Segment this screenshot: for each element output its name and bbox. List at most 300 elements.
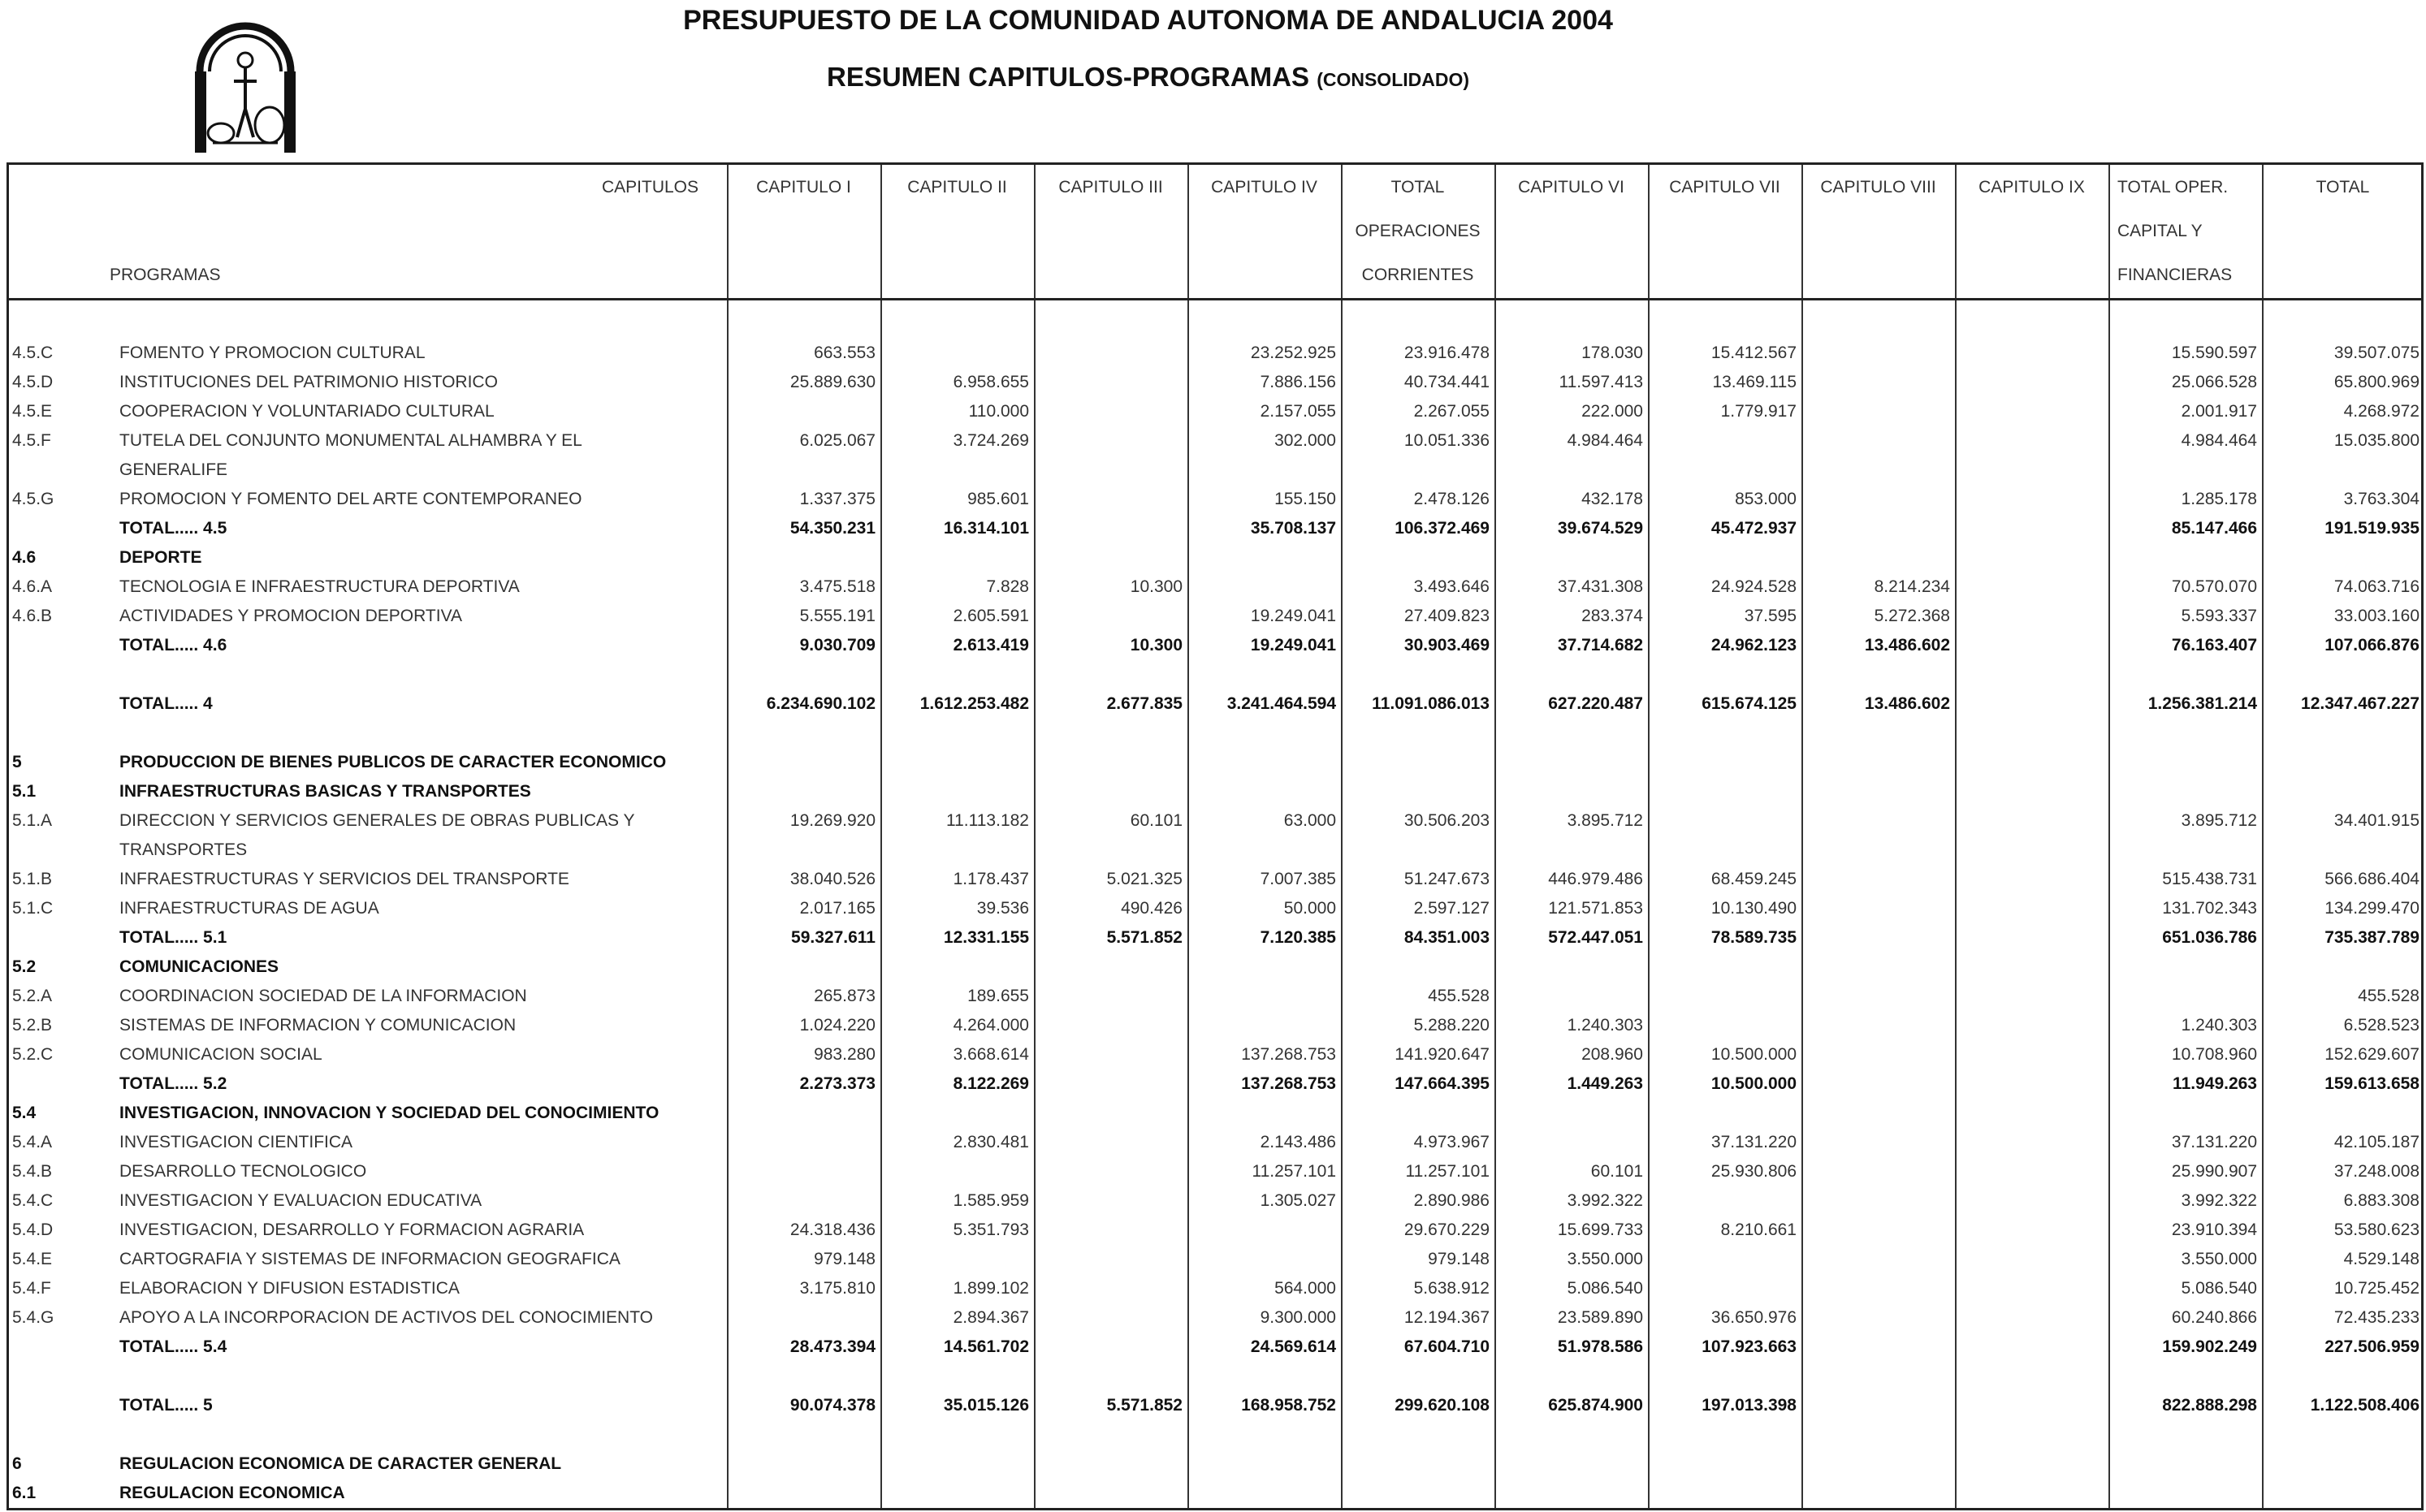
- amount-cell: 15.412.567: [1710, 343, 1797, 362]
- amount-cell: 37.595: [1744, 607, 1797, 625]
- header-total-oper-3: FINANCIERAS: [2117, 266, 2233, 284]
- program-description: INFRAESTRUCTURAS Y SERVICIOS DEL TRANSPORTE: [119, 870, 569, 888]
- amount-cell: 983.280: [814, 1045, 876, 1064]
- header-capitulo-vi: CAPITULO VI: [1518, 178, 1624, 197]
- amount-cell: 78.589.735: [1710, 928, 1797, 947]
- header-capitulo-viii: CAPITULO VIII: [1820, 178, 1936, 197]
- amount-cell: 141.920.647: [1395, 1045, 1490, 1064]
- amount-cell: 72.435.233: [2333, 1308, 2420, 1327]
- amount-cell: 446.979.486: [1548, 870, 1643, 888]
- program-description: SISTEMAS DE INFORMACION Y COMUNICACION: [119, 1016, 517, 1035]
- header-capitulos: CAPITULOS: [602, 178, 699, 197]
- amount-cell: 13.469.115: [1712, 373, 1797, 391]
- amount-cell: 36.650.976: [1710, 1308, 1797, 1327]
- header-total-oper-1: TOTAL OPER.: [2117, 178, 2229, 197]
- amount-cell: 159.613.658: [2324, 1074, 2420, 1093]
- table-row: [9, 1303, 2421, 1333]
- program-code: 5: [12, 753, 22, 771]
- program-description: INVESTIGACION, DESARROLLO Y FORMACION AGRARIA: [119, 1220, 585, 1239]
- amount-cell: 42.105.187: [2333, 1133, 2420, 1151]
- amount-cell: 5.638.912: [1413, 1279, 1490, 1298]
- header-capitulo-iii: CAPITULO III: [1058, 178, 1163, 197]
- amount-cell: 51.247.673: [1403, 870, 1490, 888]
- amount-cell: 10.300: [1130, 577, 1183, 596]
- amount-cell: 735.387.789: [2324, 928, 2420, 947]
- amount-cell: 137.268.753: [1241, 1074, 1336, 1093]
- amount-cell: 2.677.835: [1106, 694, 1183, 713]
- amount-cell: 1.240.303: [1567, 1016, 1643, 1035]
- amount-cell: 1.585.959: [953, 1191, 1029, 1210]
- amount-cell: 11.949.263: [2173, 1074, 2257, 1093]
- amount-cell: 1.612.253.482: [919, 694, 1029, 713]
- table-row: [9, 572, 2421, 602]
- table-row: [9, 1449, 2421, 1479]
- amount-cell: 822.888.298: [2162, 1396, 2257, 1415]
- header-capitulo-ix: CAPITULO IX: [1978, 178, 2085, 197]
- amount-cell: 23.252.925: [1250, 343, 1336, 362]
- amount-cell: 2.894.367: [953, 1308, 1029, 1327]
- amount-cell: 227.506.959: [2324, 1337, 2420, 1356]
- program-description: INVESTIGACION CIENTIFICA: [119, 1133, 353, 1151]
- amount-cell: 2.143.486: [1260, 1133, 1336, 1151]
- amount-cell: 3.175.810: [799, 1279, 876, 1298]
- amount-cell: 40.734.441: [1403, 373, 1490, 391]
- program-code: 5.1.A: [12, 811, 53, 830]
- amount-cell: 63.000: [1283, 811, 1336, 830]
- program-code: 5.4.C: [12, 1191, 54, 1210]
- program-code: 5.4.G: [12, 1308, 54, 1327]
- header-separator: [9, 298, 2421, 300]
- amount-cell: 455.528: [2358, 987, 2420, 1005]
- amount-cell: 3.550.000: [2181, 1250, 2257, 1268]
- amount-cell: 68.459.245: [1710, 870, 1797, 888]
- amount-cell: 2.017.165: [799, 899, 876, 918]
- amount-cell: 2.273.373: [799, 1074, 876, 1093]
- amount-cell: 37.131.220: [1710, 1133, 1797, 1151]
- program-code: 5.2.C: [12, 1045, 54, 1064]
- program-description: INFRAESTRUCTURAS DE AGUA: [119, 899, 379, 918]
- amount-cell: 3.992.322: [2181, 1191, 2257, 1210]
- amount-cell: 3.668.614: [953, 1045, 1029, 1064]
- amount-cell: 5.086.540: [2181, 1279, 2257, 1298]
- amount-cell: 302.000: [1274, 431, 1336, 450]
- header-capitulo-ii: CAPITULO II: [907, 178, 1007, 197]
- amount-cell: 985.601: [967, 490, 1029, 508]
- amount-cell: 265.873: [814, 987, 876, 1005]
- amount-cell: 4.529.148: [2343, 1250, 2420, 1268]
- amount-cell: 1.449.263: [1567, 1074, 1643, 1093]
- amount-cell: 2.890.986: [1413, 1191, 1490, 1210]
- amount-cell: 12.194.367: [1403, 1308, 1490, 1327]
- amount-cell: 2.597.127: [1413, 899, 1490, 918]
- amount-cell: 2.478.126: [1413, 490, 1490, 508]
- amount-cell: 60.101: [1130, 811, 1183, 830]
- amount-cell: 615.674.125: [1702, 694, 1797, 713]
- program-description: INFRAESTRUCTURAS BASICAS Y TRANSPORTES: [119, 782, 531, 801]
- amount-cell: 2.001.917: [2181, 402, 2257, 421]
- amount-cell: 5.272.368: [1874, 607, 1950, 625]
- amount-cell: 208.960: [1581, 1045, 1643, 1064]
- amount-cell: 1.779.917: [1720, 402, 1797, 421]
- amount-cell: 54.350.231: [789, 519, 876, 538]
- amount-cell: 564.000: [1274, 1279, 1336, 1298]
- amount-cell: 8.210.661: [1720, 1220, 1797, 1239]
- table-row: [9, 485, 2421, 514]
- amount-cell: 9.030.709: [799, 636, 876, 654]
- amount-cell: 33.003.160: [2333, 607, 2420, 625]
- table-row: [9, 748, 2421, 777]
- amount-cell: 24.318.436: [789, 1220, 876, 1239]
- program-description: TOTAL..... 5.1: [119, 928, 227, 947]
- amount-cell: 34.401.915: [2333, 811, 2420, 830]
- amount-cell: 2.605.591: [953, 607, 1029, 625]
- program-description: COOPERACION Y VOLUNTARIADO CULTURAL: [119, 402, 495, 421]
- table-row: [9, 368, 2421, 397]
- amount-cell: 39.674.529: [1557, 519, 1643, 538]
- amount-cell: 11.113.182: [946, 811, 1029, 830]
- amount-cell: 37.431.308: [1557, 577, 1643, 596]
- amount-cell: 50.000: [1283, 899, 1336, 918]
- amount-cell: 84.351.003: [1403, 928, 1490, 947]
- amount-cell: 45.472.937: [1710, 519, 1797, 538]
- amount-cell: 159.902.249: [2162, 1337, 2257, 1356]
- amount-cell: 24.962.123: [1710, 636, 1797, 654]
- amount-cell: 4.984.464: [2181, 431, 2257, 450]
- amount-cell: 35.708.137: [1250, 519, 1336, 538]
- amount-cell: 38.040.526: [789, 870, 876, 888]
- amount-cell: 651.036.786: [2162, 928, 2257, 947]
- program-description: TOTAL..... 5.2: [119, 1074, 227, 1093]
- amount-cell: 10.130.490: [1710, 899, 1797, 918]
- amount-cell: 30.506.203: [1403, 811, 1490, 830]
- table-row: [9, 1040, 2421, 1069]
- program-description: COMUNICACION SOCIAL: [119, 1045, 322, 1064]
- amount-cell: 5.593.337: [2181, 607, 2257, 625]
- amount-cell: 2.267.055: [1413, 402, 1490, 421]
- table-row: [9, 806, 2421, 865]
- amount-cell: 10.300: [1130, 636, 1183, 654]
- amount-cell: 5.021.325: [1106, 870, 1183, 888]
- program-description: TOTAL..... 5.4: [119, 1337, 227, 1356]
- amount-cell: 14.561.702: [943, 1337, 1029, 1356]
- amount-cell: 107.066.876: [2324, 636, 2420, 654]
- table-row: [9, 543, 2421, 572]
- header-total-oper-2: CAPITAL Y: [2117, 222, 2203, 240]
- amount-cell: 1.240.303: [2181, 1016, 2257, 1035]
- amount-cell: 11.257.101: [1252, 1162, 1336, 1181]
- amount-cell: 39.507.075: [2333, 343, 2420, 362]
- program-code: 5.1: [12, 782, 37, 801]
- amount-cell: 76.163.407: [2171, 636, 2257, 654]
- amount-cell: 155.150: [1274, 490, 1336, 508]
- amount-cell: 35.015.126: [943, 1396, 1029, 1415]
- amount-cell: 1.178.437: [953, 870, 1029, 888]
- amount-cell: 131.702.343: [2162, 899, 2257, 918]
- amount-cell: 4.973.967: [1413, 1133, 1490, 1151]
- amount-cell: 37.248.008: [2333, 1162, 2420, 1181]
- header-total: TOTAL: [2316, 178, 2370, 197]
- program-description: COMUNICACIONES: [119, 957, 279, 976]
- table-row: [9, 602, 2421, 631]
- program-code: 4.6.B: [12, 607, 53, 625]
- amount-cell: 4.264.000: [953, 1016, 1029, 1035]
- amount-cell: 625.874.900: [1548, 1396, 1643, 1415]
- amount-cell: 39.536: [976, 899, 1029, 918]
- amount-cell: 53.580.623: [2333, 1220, 2420, 1239]
- program-description: INSTITUCIONES DEL PATRIMONIO HISTORICO: [119, 373, 498, 391]
- amount-cell: 10.051.336: [1403, 431, 1490, 450]
- program-description: TOTAL..... 5: [119, 1396, 213, 1415]
- program-description: INVESTIGACION Y EVALUACION EDUCATIVA: [119, 1191, 482, 1210]
- amount-cell: 627.220.487: [1548, 694, 1643, 713]
- amount-cell: 24.924.528: [1710, 577, 1797, 596]
- amount-cell: 59.327.611: [791, 928, 876, 947]
- total-row: [9, 514, 2421, 543]
- amount-cell: 7.828: [986, 577, 1029, 596]
- amount-cell: 5.351.793: [953, 1220, 1029, 1239]
- amount-cell: 30.903.469: [1403, 636, 1490, 654]
- amount-cell: 1.122.508.406: [2310, 1396, 2420, 1415]
- amount-cell: 8.122.269: [953, 1074, 1029, 1093]
- program-code: 5.4.B: [12, 1162, 53, 1181]
- program-description: INVESTIGACION, INNOVACION Y SOCIEDAD DEL CONOCIMIENTO: [119, 1104, 659, 1122]
- budget-table: [6, 162, 2424, 1510]
- program-code: 4.5.F: [12, 431, 51, 450]
- amount-cell: 29.670.229: [1403, 1220, 1490, 1239]
- program-description: APOYO A LA INCORPORACION DE ACTIVOS DEL CONOCIMIENTO: [119, 1308, 653, 1327]
- amount-cell: 90.074.378: [789, 1396, 876, 1415]
- amount-cell: 67.604.710: [1403, 1337, 1490, 1356]
- program-code: 5.2.A: [12, 987, 53, 1005]
- total-row: [9, 631, 2421, 660]
- amount-cell: 2.830.481: [953, 1133, 1029, 1151]
- program-code: 5.4.F: [12, 1279, 51, 1298]
- amount-cell: 5.288.220: [1413, 1016, 1490, 1035]
- amount-cell: 19.269.920: [789, 811, 876, 830]
- amount-cell: 490.426: [1121, 899, 1183, 918]
- amount-cell: 566.686.404: [2324, 870, 2420, 888]
- header-capitulo-vii: CAPITULO VII: [1669, 178, 1780, 197]
- amount-cell: 15.035.800: [2333, 431, 2420, 450]
- amount-cell: 5.571.852: [1106, 928, 1183, 947]
- amount-cell: 25.889.630: [789, 373, 876, 391]
- program-code: 5.1.C: [12, 899, 54, 918]
- amount-cell: 137.268.753: [1241, 1045, 1336, 1064]
- table-row: [9, 1216, 2421, 1245]
- program-code: 6: [12, 1454, 22, 1473]
- program-description: DIRECCION Y SERVICIOS GENERALES DE OBRAS PUBLICAS Y TRANSPORTES: [119, 811, 635, 859]
- amount-cell: 432.178: [1581, 490, 1643, 508]
- amount-cell: 853.000: [1735, 490, 1797, 508]
- program-code: 5.4: [12, 1104, 37, 1122]
- table-row: [9, 1011, 2421, 1040]
- program-description: ACTIVIDADES Y PROMOCION DEPORTIVA: [119, 607, 463, 625]
- amount-cell: 13.486.602: [1864, 694, 1950, 713]
- amount-cell: 24.569.614: [1250, 1337, 1336, 1356]
- amount-cell: 70.570.070: [2171, 577, 2257, 596]
- program-code: 4.5.E: [12, 402, 53, 421]
- amount-cell: 189.655: [967, 987, 1029, 1005]
- program-code: 6.1: [12, 1484, 37, 1502]
- program-code: 4.6.A: [12, 577, 53, 596]
- amount-cell: 60.240.866: [2171, 1308, 2257, 1327]
- amount-cell: 4.268.972: [2343, 402, 2420, 421]
- table-row: [9, 777, 2421, 806]
- program-description: TOTAL..... 4.5: [119, 519, 227, 538]
- amount-cell: 455.528: [1428, 987, 1490, 1005]
- amount-cell: 19.249.041: [1250, 636, 1336, 654]
- amount-cell: 25.990.907: [2171, 1162, 2257, 1181]
- program-description: PRODUCCION DE BIENES PUBLICOS DE CARACTER ECONOMICO: [119, 753, 667, 771]
- amount-cell: 106.372.469: [1395, 519, 1490, 538]
- program-description: CARTOGRAFIA Y SISTEMAS DE INFORMACION GEOGRAFICA: [119, 1250, 621, 1268]
- program-description: COORDINACION SOCIEDAD DE LA INFORMACION: [119, 987, 527, 1005]
- program-code: 4.5.D: [12, 373, 54, 391]
- amount-cell: 107.923.663: [1702, 1337, 1797, 1356]
- amount-cell: 515.438.731: [2162, 870, 2257, 888]
- amount-cell: 51.978.586: [1557, 1337, 1643, 1356]
- page-subtitle: RESUMEN CAPITULOS-PROGRAMAS (CONSOLIDADO): [826, 62, 1470, 92]
- amount-cell: 1.899.102: [953, 1279, 1029, 1298]
- program-description: TOTAL..... 4: [119, 694, 213, 713]
- amount-cell: 37.714.682: [1557, 636, 1643, 654]
- table-row: [9, 1099, 2421, 1128]
- program-description: PROMOCION Y FOMENTO DEL ARTE CONTEMPORANEO: [119, 490, 582, 508]
- amount-cell: 10.500.000: [1710, 1074, 1797, 1093]
- amount-cell: 979.148: [814, 1250, 876, 1268]
- amount-cell: 1.337.375: [799, 490, 876, 508]
- amount-cell: 7.007.385: [1260, 870, 1336, 888]
- amount-cell: 15.590.597: [2171, 343, 2257, 362]
- amount-cell: 9.300.000: [1260, 1308, 1336, 1327]
- program-description: TOTAL..... 4.6: [119, 636, 227, 654]
- total-row: [9, 1391, 2421, 1420]
- program-code: 5.4.A: [12, 1133, 53, 1151]
- header-capitulo-i: CAPITULO I: [756, 178, 851, 197]
- amount-cell: 134.299.470: [2324, 899, 2420, 918]
- amount-cell: 65.800.969: [2333, 373, 2420, 391]
- amount-cell: 6.528.523: [2343, 1016, 2420, 1035]
- amount-cell: 13.486.602: [1864, 636, 1950, 654]
- amount-cell: 28.473.394: [789, 1337, 876, 1356]
- amount-cell: 19.249.041: [1250, 607, 1336, 625]
- table-row: [9, 1245, 2421, 1274]
- amount-cell: 3.992.322: [1567, 1191, 1643, 1210]
- amount-cell: 191.519.935: [2324, 519, 2420, 538]
- amount-cell: 6.958.655: [953, 373, 1029, 391]
- page-title: PRESUPUESTO DE LA COMUNIDAD AUTONOMA DE ANDALUCIA 2004: [683, 5, 1613, 36]
- amount-cell: 6.025.067: [799, 431, 876, 450]
- amount-cell: 5.086.540: [1567, 1279, 1643, 1298]
- header-capitulo-iv: CAPITULO IV: [1211, 178, 1317, 197]
- program-code: 4.5.G: [12, 490, 54, 508]
- amount-cell: 283.374: [1581, 607, 1643, 625]
- program-code: 5.2.B: [12, 1016, 53, 1035]
- table-row: [9, 1274, 2421, 1303]
- amount-cell: 5.555.191: [799, 607, 876, 625]
- program-code: 5.4.D: [12, 1220, 54, 1239]
- amount-cell: 152.629.607: [2324, 1045, 2420, 1064]
- table-row: [9, 339, 2421, 368]
- program-description: REGULACION ECONOMICA: [119, 1484, 345, 1502]
- amount-cell: 23.910.394: [2171, 1220, 2257, 1239]
- amount-cell: 1.256.381.214: [2147, 694, 2257, 713]
- amount-cell: 8.214.234: [1874, 577, 1950, 596]
- amount-cell: 37.131.220: [2171, 1133, 2257, 1151]
- amount-cell: 11.091.086.013: [1372, 694, 1490, 713]
- amount-cell: 11.597.413: [1559, 373, 1643, 391]
- program-code: 5.2: [12, 957, 37, 976]
- amount-cell: 1.305.027: [1260, 1191, 1336, 1210]
- program-description: TUTELA DEL CONJUNTO MONUMENTAL ALHAMBRA Y EL GENERALIFE: [119, 431, 582, 479]
- program-description: FOMENTO Y PROMOCION CULTURAL: [119, 343, 426, 362]
- amount-cell: 2.157.055: [1260, 402, 1336, 421]
- program-code: 4.6: [12, 548, 37, 567]
- amount-cell: 3.475.518: [799, 577, 876, 596]
- table-row: [9, 1128, 2421, 1157]
- amount-cell: 1.285.178: [2181, 490, 2257, 508]
- amount-cell: 110.000: [968, 402, 1029, 421]
- amount-cell: 299.620.108: [1395, 1396, 1490, 1415]
- amount-cell: 85.147.466: [2171, 519, 2257, 538]
- amount-cell: 10.500.000: [1710, 1045, 1797, 1064]
- program-description: REGULACION ECONOMICA DE CARACTER GENERAL: [119, 1454, 562, 1473]
- amount-cell: 23.916.478: [1403, 343, 1490, 362]
- amount-cell: 11.257.101: [1405, 1162, 1490, 1181]
- total-row: [9, 1069, 2421, 1099]
- amount-cell: 3.493.646: [1413, 577, 1490, 596]
- table-row: [9, 865, 2421, 894]
- total-row: [9, 689, 2421, 719]
- header-total-corrientes-2: OPERACIONES: [1355, 222, 1481, 240]
- amount-cell: 178.030: [1581, 343, 1643, 362]
- amount-cell: 197.013.398: [1702, 1396, 1797, 1415]
- amount-cell: 121.571.853: [1548, 899, 1643, 918]
- amount-cell: 1.024.220: [799, 1016, 876, 1035]
- amount-cell: 5.571.852: [1106, 1396, 1183, 1415]
- amount-cell: 3.895.712: [1567, 811, 1643, 830]
- amount-cell: 572.447.051: [1548, 928, 1643, 947]
- amount-cell: 6.883.308: [2343, 1191, 2420, 1210]
- program-description: DEPORTE: [119, 548, 202, 567]
- program-description: TECNOLOGIA E INFRAESTRUCTURA DEPORTIVA: [119, 577, 520, 596]
- table-row: [9, 1186, 2421, 1216]
- amount-cell: 15.699.733: [1557, 1220, 1643, 1239]
- amount-cell: 60.101: [1590, 1162, 1643, 1181]
- amount-cell: 10.708.960: [2171, 1045, 2257, 1064]
- amount-cell: 7.886.156: [1260, 373, 1336, 391]
- table-row: [9, 397, 2421, 426]
- amount-cell: 168.958.752: [1241, 1396, 1336, 1415]
- amount-cell: 7.120.385: [1260, 928, 1336, 947]
- amount-cell: 663.553: [814, 343, 876, 362]
- amount-cell: 23.589.890: [1557, 1308, 1643, 1327]
- amount-cell: 74.063.716: [2333, 577, 2420, 596]
- amount-cell: 2.613.419: [953, 636, 1029, 654]
- amount-cell: 27.409.823: [1403, 607, 1490, 625]
- amount-cell: 12.331.155: [943, 928, 1029, 947]
- program-code: 5.4.E: [12, 1250, 53, 1268]
- amount-cell: 979.148: [1428, 1250, 1490, 1268]
- program-description: ELABORACION Y DIFUSION ESTADISTICA: [119, 1279, 460, 1298]
- header-programas: PROGRAMAS: [110, 266, 221, 284]
- table-row: [9, 1479, 2421, 1508]
- amount-cell: 3.763.304: [2343, 490, 2420, 508]
- program-code: 5.1.B: [12, 870, 53, 888]
- amount-cell: 222.000: [1581, 402, 1643, 421]
- amount-cell: 6.234.690.102: [766, 694, 876, 713]
- header-total-corrientes-1: TOTAL: [1390, 178, 1445, 197]
